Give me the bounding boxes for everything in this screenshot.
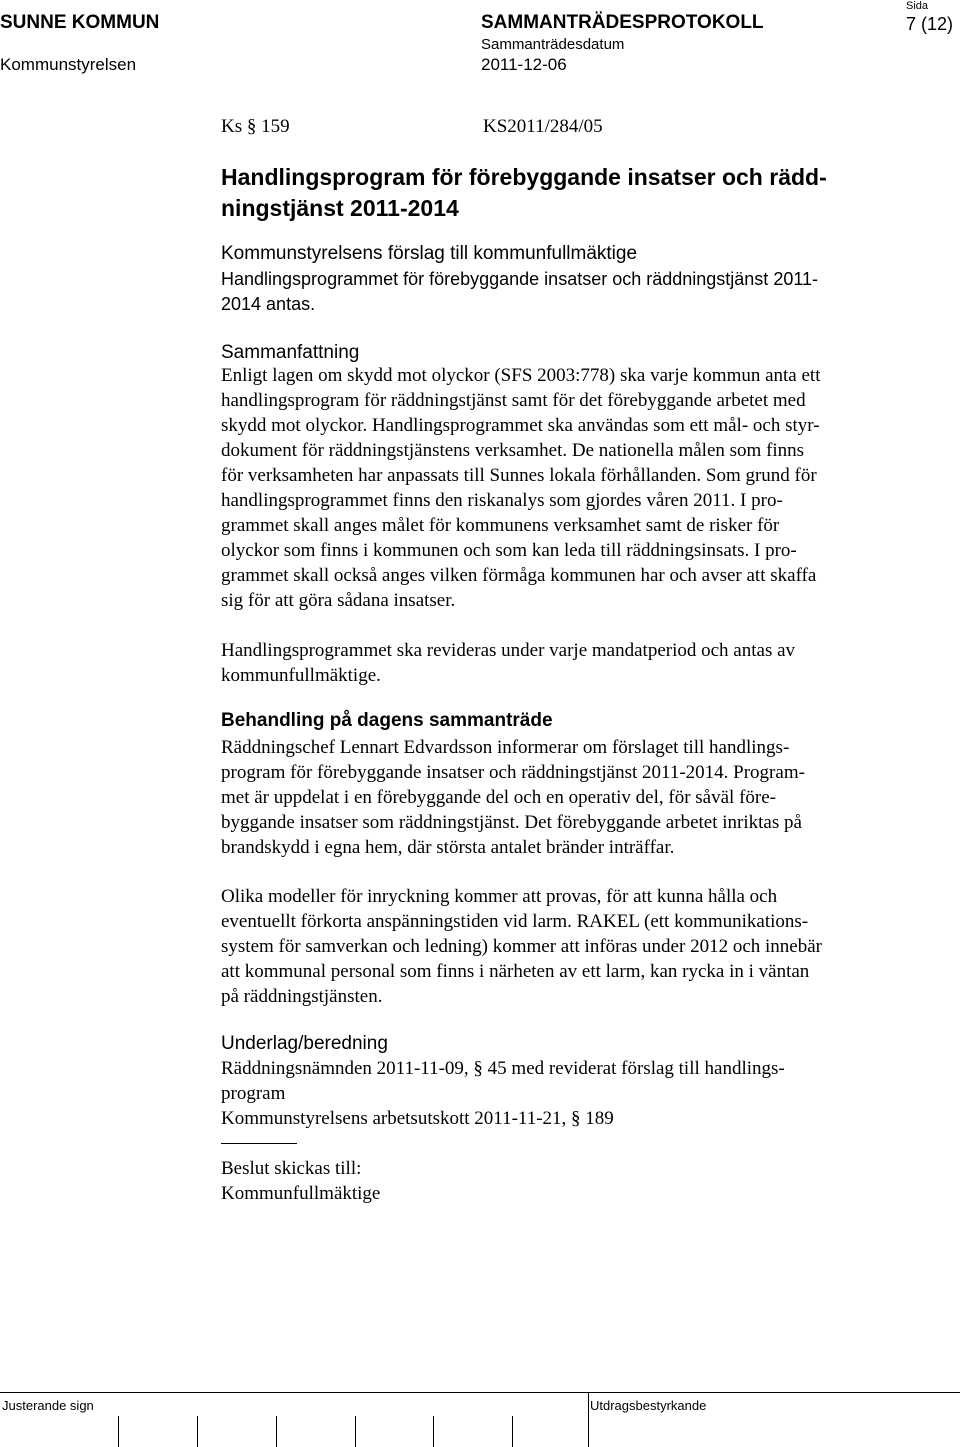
treatment-line: brandskydd i egna hem, där största antalet bränder inträffar.	[221, 837, 675, 858]
divider	[221, 1143, 297, 1144]
protocol-title: SAMMANTRÄDESPROTOKOLL	[481, 12, 764, 33]
document-title-line-2: ningstjänst 2011-2014	[221, 195, 459, 221]
treatment-line: att kommunal personal som finns i närheten av ett larm, kan rycka in i väntan	[221, 961, 810, 982]
treatment-line: byggande insatser som räddningstjänst. Det förebyggande arbetet inriktas på	[221, 812, 802, 833]
sent-to-label: Beslut skickas till:	[221, 1158, 362, 1179]
basis-heading: Underlag/beredning	[221, 1033, 388, 1054]
treatment-line: program för förebyggande insatser och räddningstjänst 2011-2014. Program-	[221, 762, 805, 783]
footer-column-divider	[588, 1392, 589, 1447]
sign-box-divider	[118, 1416, 119, 1447]
treatment-heading: Behandling på dagens sammanträde	[221, 710, 553, 731]
sign-box-divider	[197, 1416, 198, 1447]
revision-line: Handlingsprogrammet ska revideras under varje mandatperiod och antas av	[221, 640, 796, 661]
summary-line: olyckor som finns i kommunen och som kan leda till räddningsinsats. I pro-	[221, 540, 797, 561]
sign-box-divider	[512, 1416, 513, 1447]
page-label: Sida	[906, 0, 929, 12]
footer-divider	[0, 1392, 960, 1393]
sign-box-divider	[433, 1416, 434, 1447]
department-name: Kommunstyrelsen	[0, 55, 137, 74]
treatment-line: på räddningstjänsten.	[221, 986, 383, 1007]
summary-line: grammet skall också anges vilken förmåga kommunen har och avser att skaffa	[221, 565, 817, 586]
summary-line: dokument för räddningstjänstens verksamhet. De nationella målen som finns	[221, 440, 805, 461]
date-label: Sammanträdesdatum	[481, 36, 625, 53]
treatment-line: eventuellt förkorta anspänningstiden vid larm. RAKEL (ett kommunikations-	[221, 911, 809, 932]
summary-line: handlingsprogram för räddningstjänst samt för det förebyggande arbetet med	[221, 390, 806, 411]
paragraph-number: Ks § 159	[221, 116, 290, 137]
proposal-heading: Kommunstyrelsens förslag till kommunfullmäktige	[221, 243, 638, 264]
municipality-name: SUNNE KOMMUN	[0, 12, 160, 33]
sign-box-divider	[355, 1416, 356, 1447]
summary-line: Enligt lagen om skydd mot olyckor (SFS 2003:778) ska varje kommun anta ett	[221, 365, 821, 386]
basis-line: program	[221, 1083, 286, 1104]
summary-line: för verksamheten har anpassats till Sunnes lokala förhållanden. Som grund för	[221, 465, 817, 486]
treatment-line: Räddningschef Lennart Edvardsson informerar om förslaget till handlings-	[221, 737, 790, 758]
page-number: 7 (12)	[906, 14, 954, 34]
summary-heading: Sammanfattning	[221, 342, 360, 363]
proposal-line: 2014 antas.	[221, 294, 316, 314]
meeting-date: 2011-12-06	[481, 55, 567, 74]
extract-label: Utdragsbestyrkande	[590, 1398, 707, 1413]
treatment-line: met är uppdelat i en förebyggande del och en operativ del, för såväl före-	[221, 787, 776, 808]
summary-line: skydd mot olyckor. Handlingsprogrammet ska användas som ett mål- och styr-	[221, 415, 820, 436]
proposal-line: Handlingsprogrammet för förebyggande insatser och räddningstjänst 2011-	[221, 269, 819, 289]
summary-line: handlingsprogrammet finns den riskanalys som gjordes våren 2011. I pro-	[221, 490, 783, 511]
basis-line: Räddningsnämnden 2011-11-09, § 45 med reviderat förslag till handlings-	[221, 1058, 785, 1079]
case-number: KS2011/284/05	[483, 116, 603, 137]
treatment-line: system för samverkan och ledning) kommer att införas under 2012 och innebär	[221, 936, 822, 957]
revision-line: kommunfullmäktige.	[221, 665, 381, 686]
summary-line: sig för att göra sådana insatser.	[221, 590, 456, 611]
sign-label: Justerande sign	[2, 1398, 94, 1413]
summary-line: grammet skall anges målet för kommunens verksamhet samt de risker för	[221, 515, 780, 536]
document-title-line-1: Handlingsprogram för förebyggande insatser och rädd-	[221, 164, 827, 190]
signature-footer	[0, 1392, 960, 1447]
treatment-line: Olika modeller för inryckning kommer att provas, för att kunna hålla och	[221, 886, 778, 907]
sign-box-divider	[276, 1416, 277, 1447]
sent-to-recipient: Kommunfullmäktige	[221, 1183, 381, 1204]
basis-line: Kommunstyrelsens arbetsutskott 2011-11-21, § 189	[221, 1108, 614, 1129]
